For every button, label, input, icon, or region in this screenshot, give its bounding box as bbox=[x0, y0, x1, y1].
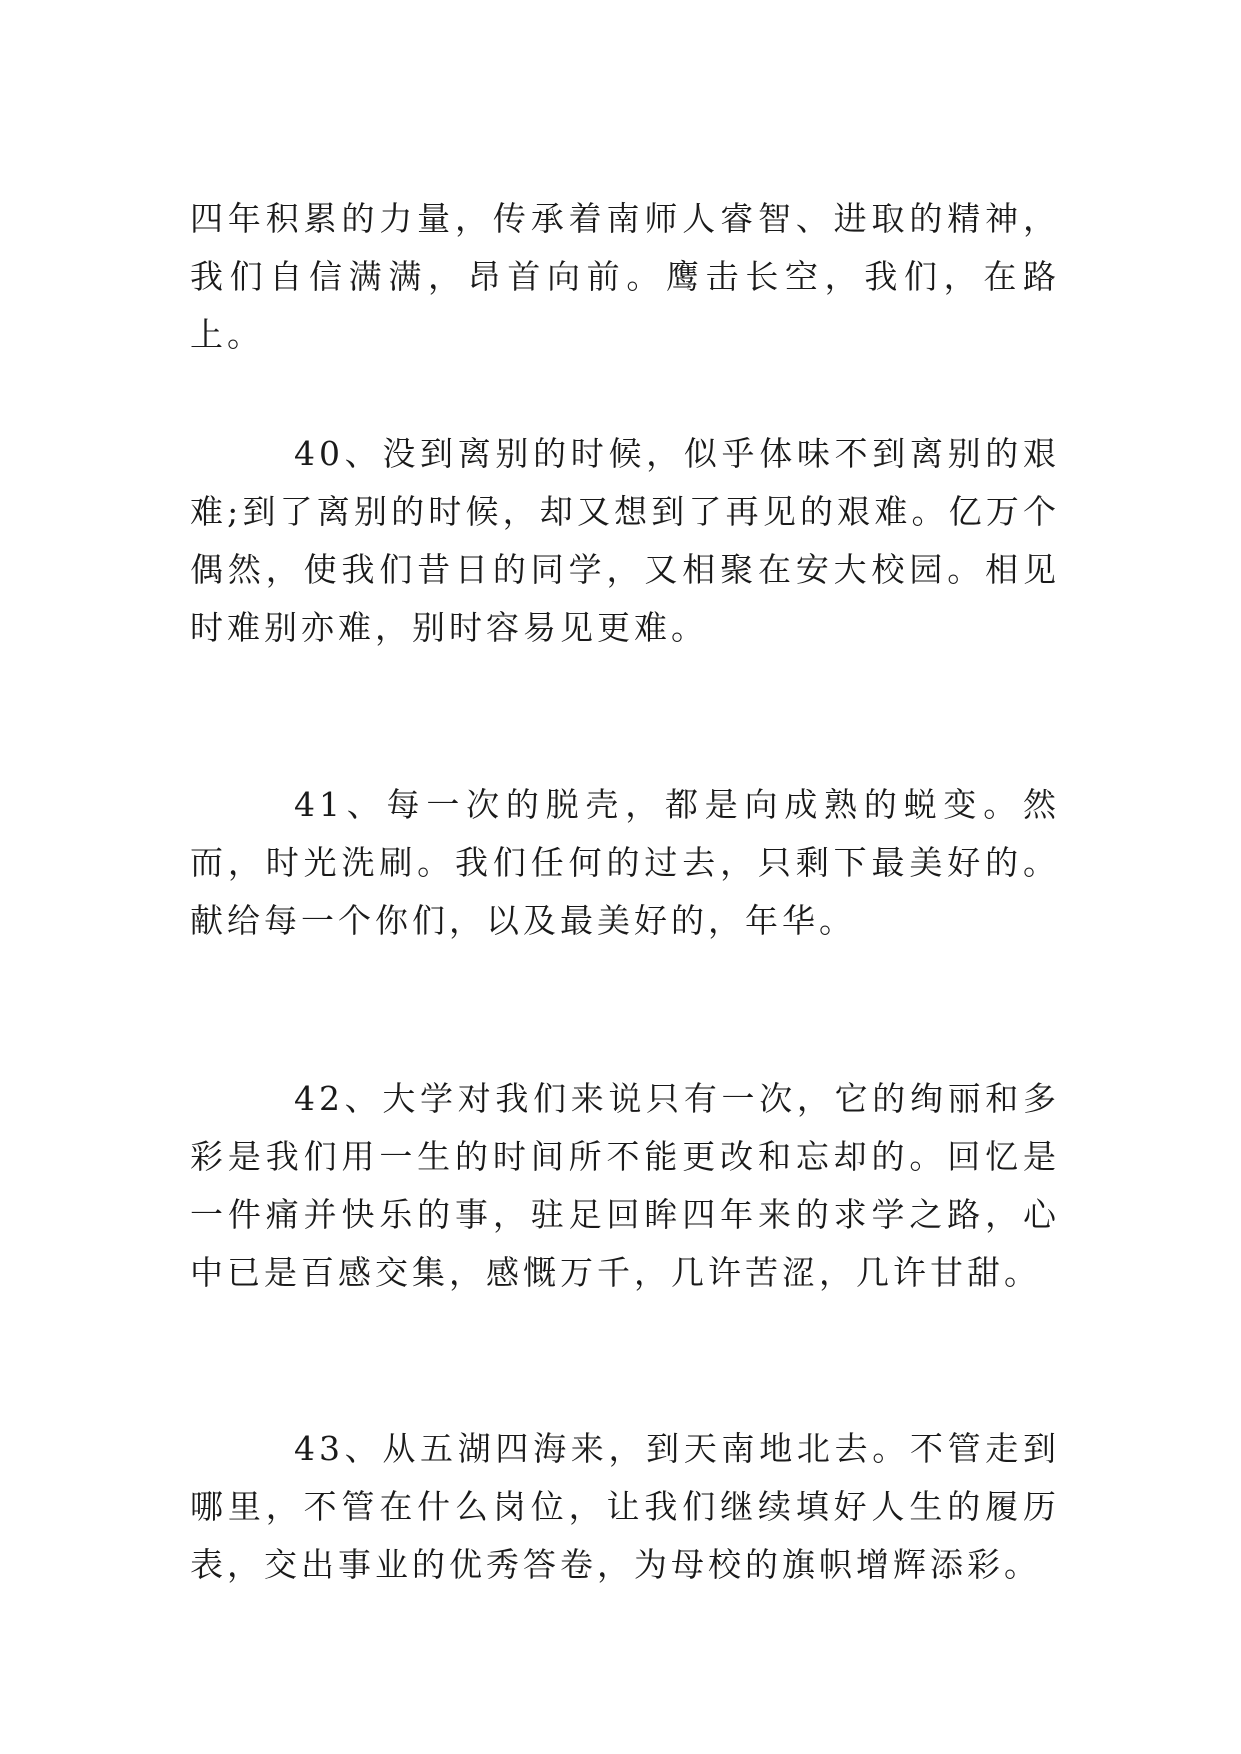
paragraph-41: 41、每一次的脱壳，都是向成熟的蜕变。然而，时光洗刷。我们任何的过去，只剩下最美好的。献给每一个你们，以及最美好的，年华。 bbox=[190, 785, 1060, 940]
paragraph-40: 40、没到离别的时候，似乎体味不到离别的艰难;到了离别的时候，却又想到了再见的艰难。亿万个偶然，使我们昔日的同学，又相聚在安大校园。相见时难别亦难，别时容易见更难。 bbox=[190, 434, 1060, 647]
paragraph-42: 42、大学对我们来说只有一次，它的绚丽和多彩是我们用一生的时间所不能更改和忘却的。回忆是一件痛并快乐的事，驻足回眸四年来的求学之路，心中已是百感交集，感慨万千，几许苦涩，几许甘甜。 bbox=[190, 1079, 1060, 1292]
paragraph-continuation: 四年积累的力量，传承着南师人睿智、进取的精神，我们自信满满，昂首向前。鹰击长空，我们，在路上。 bbox=[190, 199, 1060, 354]
paragraph-43: 43、从五湖四海来，到天南地北去。不管走到哪里，不管在什么岗位，让我们继续填好人生的履历表，交出事业的优秀答卷，为母校的旗帜增辉添彩。 bbox=[190, 1429, 1060, 1584]
